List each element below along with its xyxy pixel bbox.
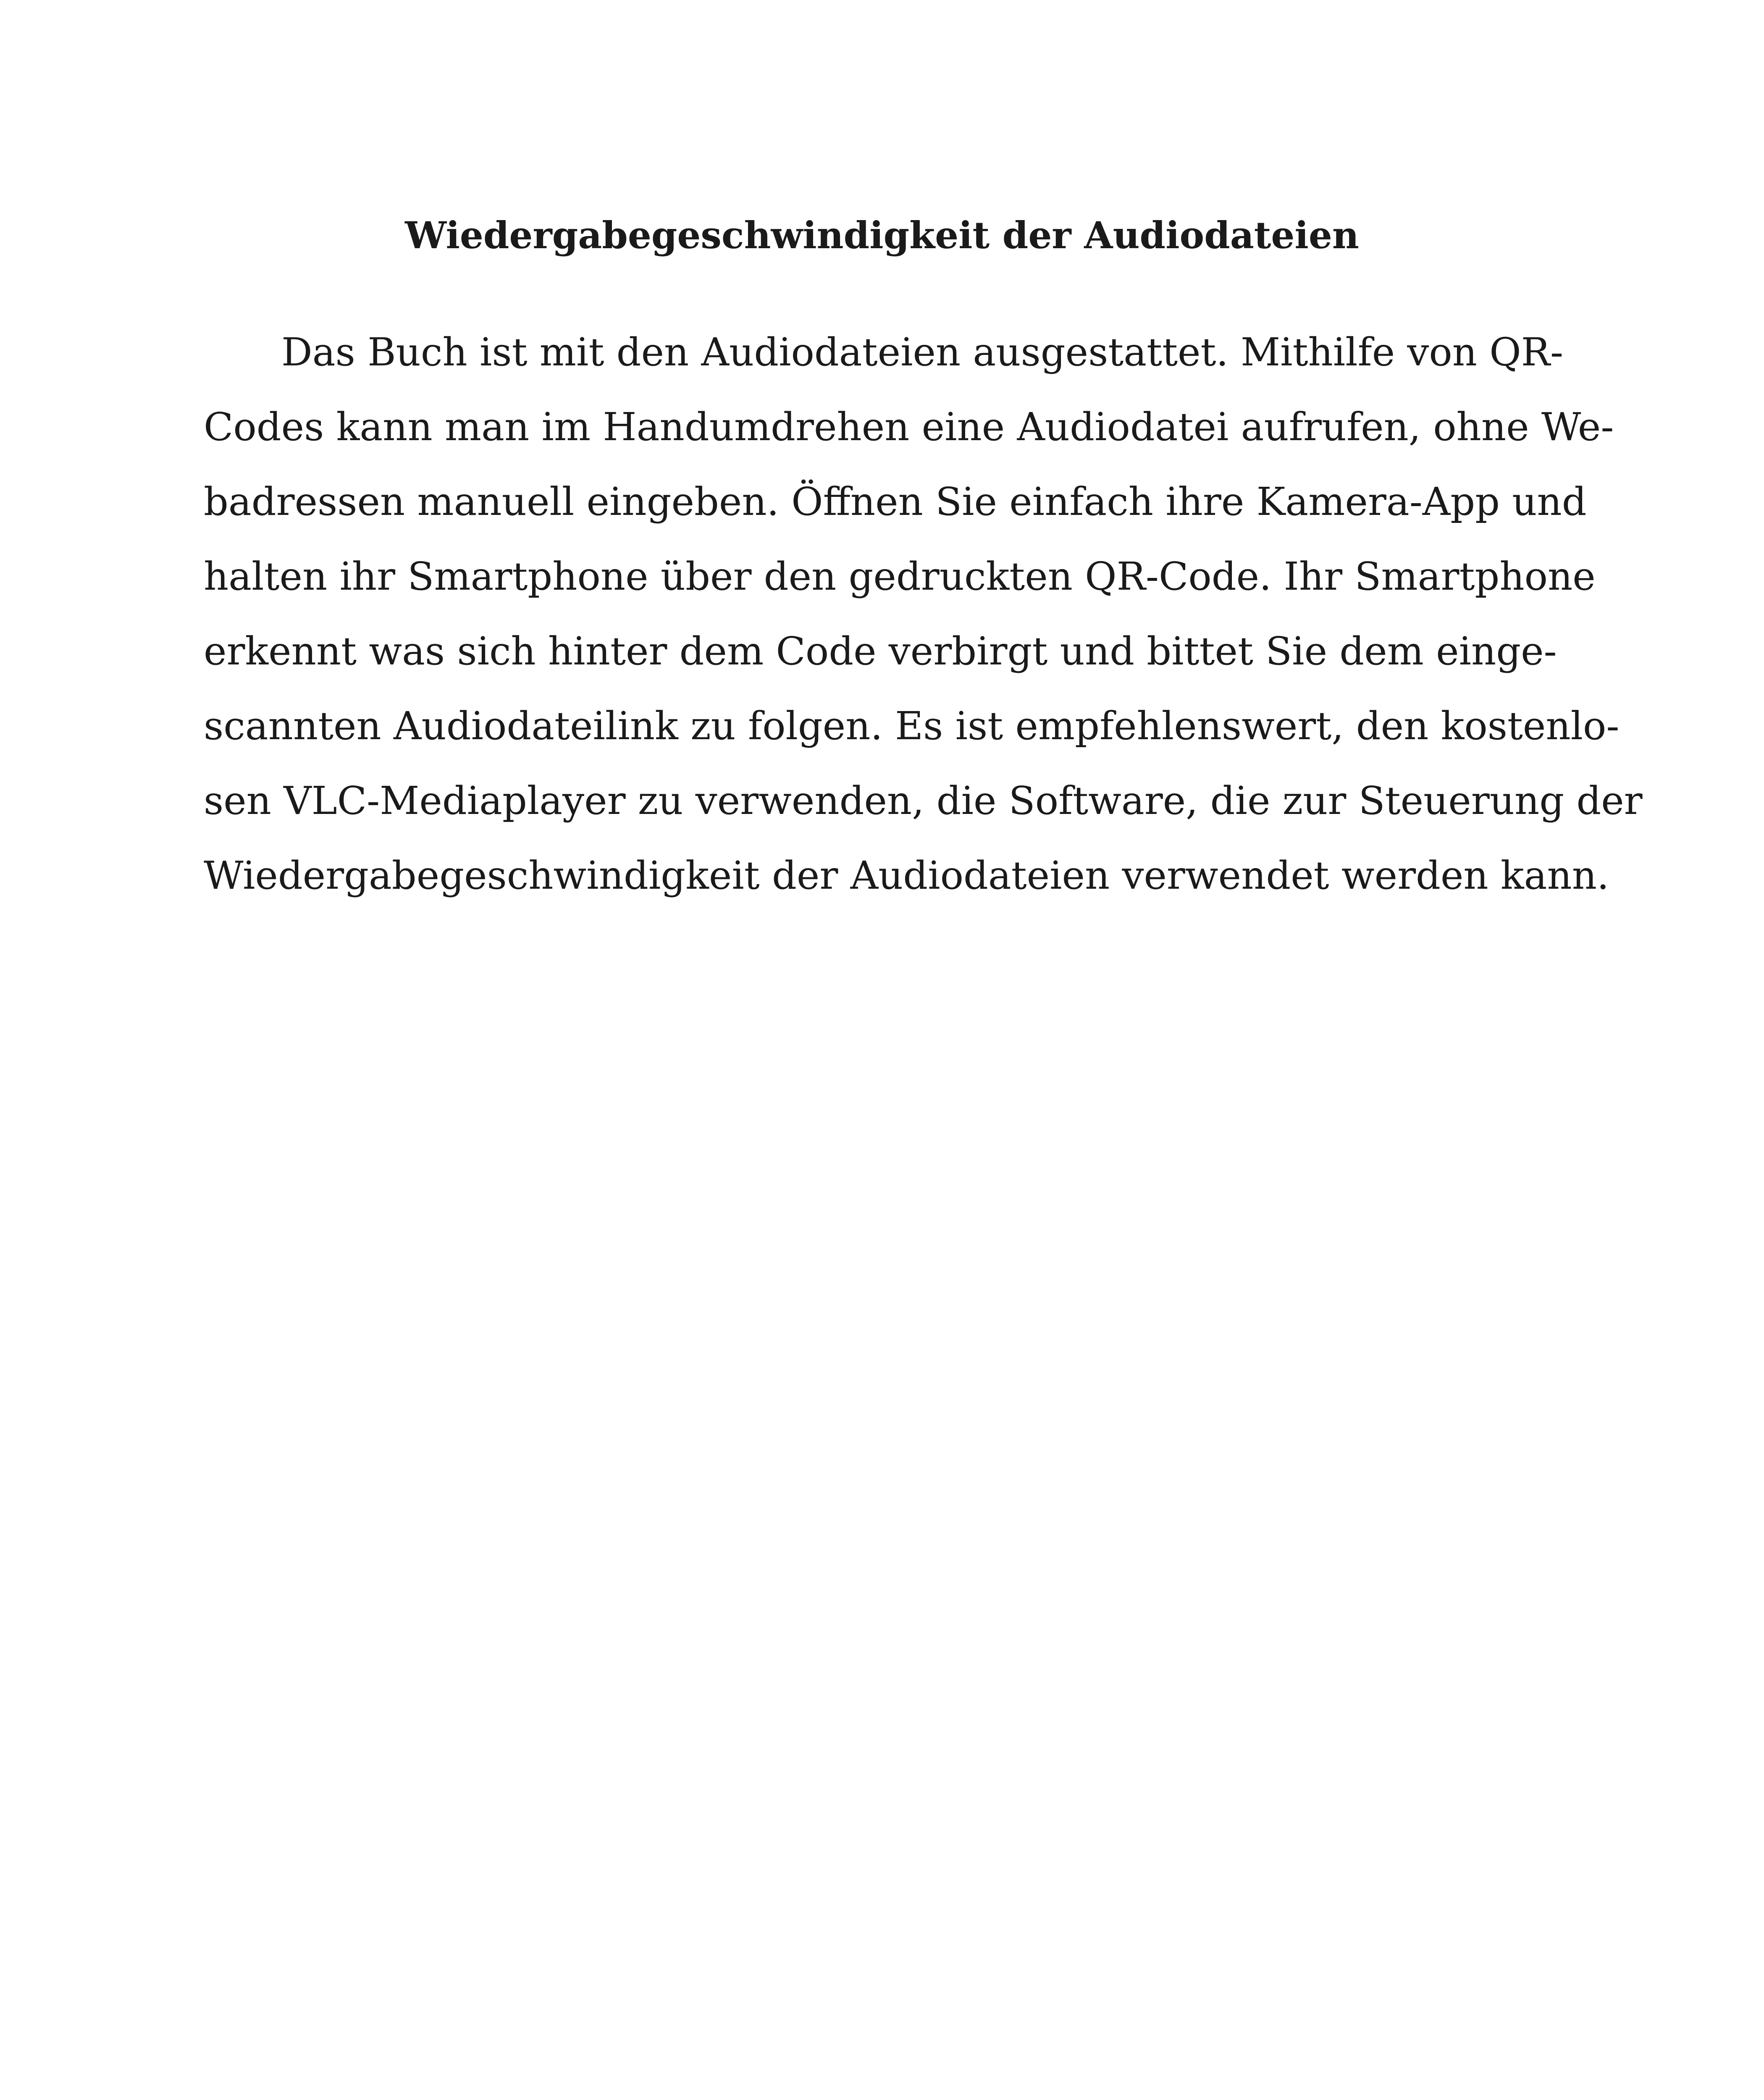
paragraph-line: erkennt was sich hinter dem Code verbirgt und bittet Sie dem einge- — [204, 629, 1557, 674]
section-heading: Wiedergabegeschwindigkeit der Audiodateien — [405, 213, 1359, 257]
paragraph-line: Codes kann man im Handumdrehen eine Audiodatei aufrufen, ohne We- — [204, 404, 1614, 449]
paragraph-line: Das Buch ist mit den Audiodateien ausgestattet. Mithilfe von QR- — [281, 330, 1564, 375]
paragraph-line: scannten Audiodateilink zu folgen. Es ist empfehlenswert, den kostenlo- — [204, 704, 1620, 748]
paragraph-line: halten ihr Smartphone über den gedruckten QR-Code. Ihr Smartphone — [204, 554, 1596, 599]
paragraph-line: Wiedergabegeschwindigkeit der Audiodateien verwendet werden kann. — [204, 853, 1609, 898]
paragraph-line: badressen manuell eingeben. Öffnen Sie einfach ihre Kamera-App und — [204, 479, 1587, 524]
paragraph-line: sen VLC-Mediaplayer zu verwenden, die Software, die zur Steuerung der — [204, 778, 1643, 823]
body-paragraph — [204, 315, 1643, 913]
